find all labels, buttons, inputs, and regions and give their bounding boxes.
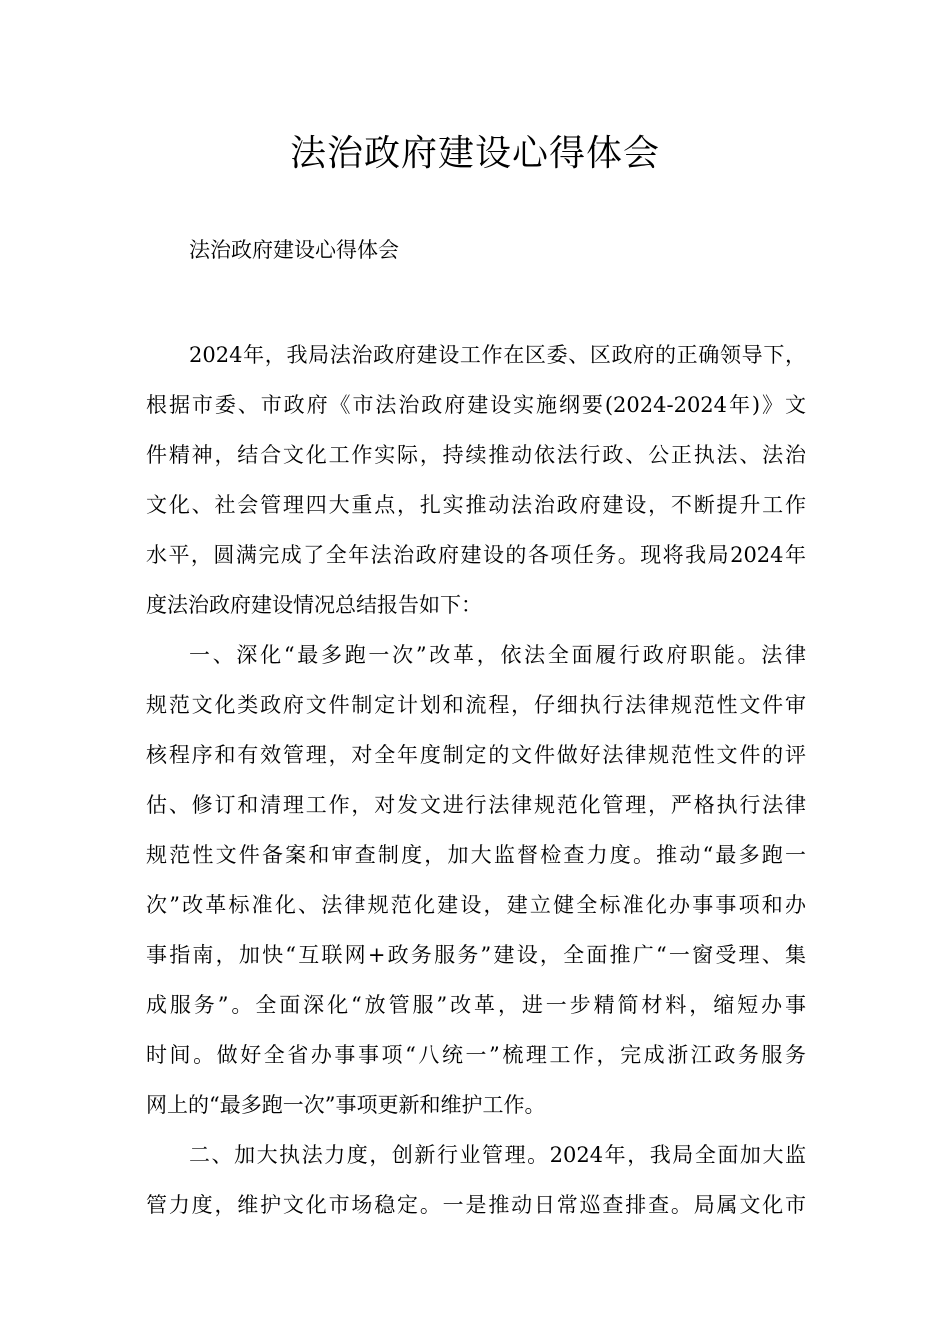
text-line: 成服务”。全面深化“放管服”改革，进一步精简材料，缩短办事 bbox=[146, 993, 806, 1017]
text-line: 网上的“最多跑一次”事项更新和维护工作。 bbox=[146, 1093, 546, 1117]
text-line: 时间。做好全省办事事项“八统一”梳理工作，完成浙江政务服务 bbox=[146, 1043, 806, 1067]
text-line: 根据市委、市政府《市法治政府建设实施纲要(2024-2024年)》文 bbox=[146, 393, 806, 417]
document-subtitle: 法治政府建设心得体会 bbox=[189, 238, 399, 262]
text-line: 估、修订和清理工作，对发文进行法律规范化管理，严格执行法律 bbox=[146, 793, 806, 817]
text-line: 水平，圆满完成了全年法治政府建设的各项任务。现将我局2024年 bbox=[146, 543, 806, 567]
text-line: 核程序和有效管理，对全年度制定的文件做好法律规范性文件的评 bbox=[146, 743, 806, 767]
document-title: 法治政府建设心得体会 bbox=[289, 133, 660, 174]
text-line: 二、加大执法力度，创新行业管理。2024年，我局全面加大监 bbox=[189, 1143, 806, 1167]
text-line: 件精神，结合文化工作实际，持续推动依法行政、公正执法、法治 bbox=[146, 443, 806, 467]
text-line: 规范性文件备案和审查制度，加大监督检查力度。推动“最多跑一 bbox=[146, 843, 806, 867]
paragraph-2 bbox=[146, 630, 806, 1130]
text-line: 次”改革标准化、法律规范化建设，建立健全标准化办事事项和办 bbox=[146, 893, 806, 917]
text-line: 度法治政府建设情况总结报告如下： bbox=[146, 593, 482, 617]
text-line: 一、深化“最多跑一次”改革，依法全面履行政府职能。法律 bbox=[189, 643, 806, 667]
paragraph-1 bbox=[146, 330, 806, 630]
text-line: 2024年，我局法治政府建设工作在区委、区政府的正确领导下， bbox=[189, 343, 806, 367]
document-body bbox=[146, 330, 806, 1230]
paragraph-3 bbox=[146, 1130, 806, 1230]
text-line: 文化、社会管理四大重点，扎实推动法治政府建设，不断提升工作 bbox=[146, 493, 806, 517]
text-line: 事指南，加快“互联网+政务服务”建设，全面推广“一窗受理、集 bbox=[146, 943, 806, 967]
text-line: 规范文化类政府文件制定计划和流程，仔细执行法律规范性文件审 bbox=[146, 693, 806, 717]
text-line: 管力度，维护文化市场稳定。一是推动日常巡查排查。局属文化市 bbox=[146, 1193, 806, 1217]
